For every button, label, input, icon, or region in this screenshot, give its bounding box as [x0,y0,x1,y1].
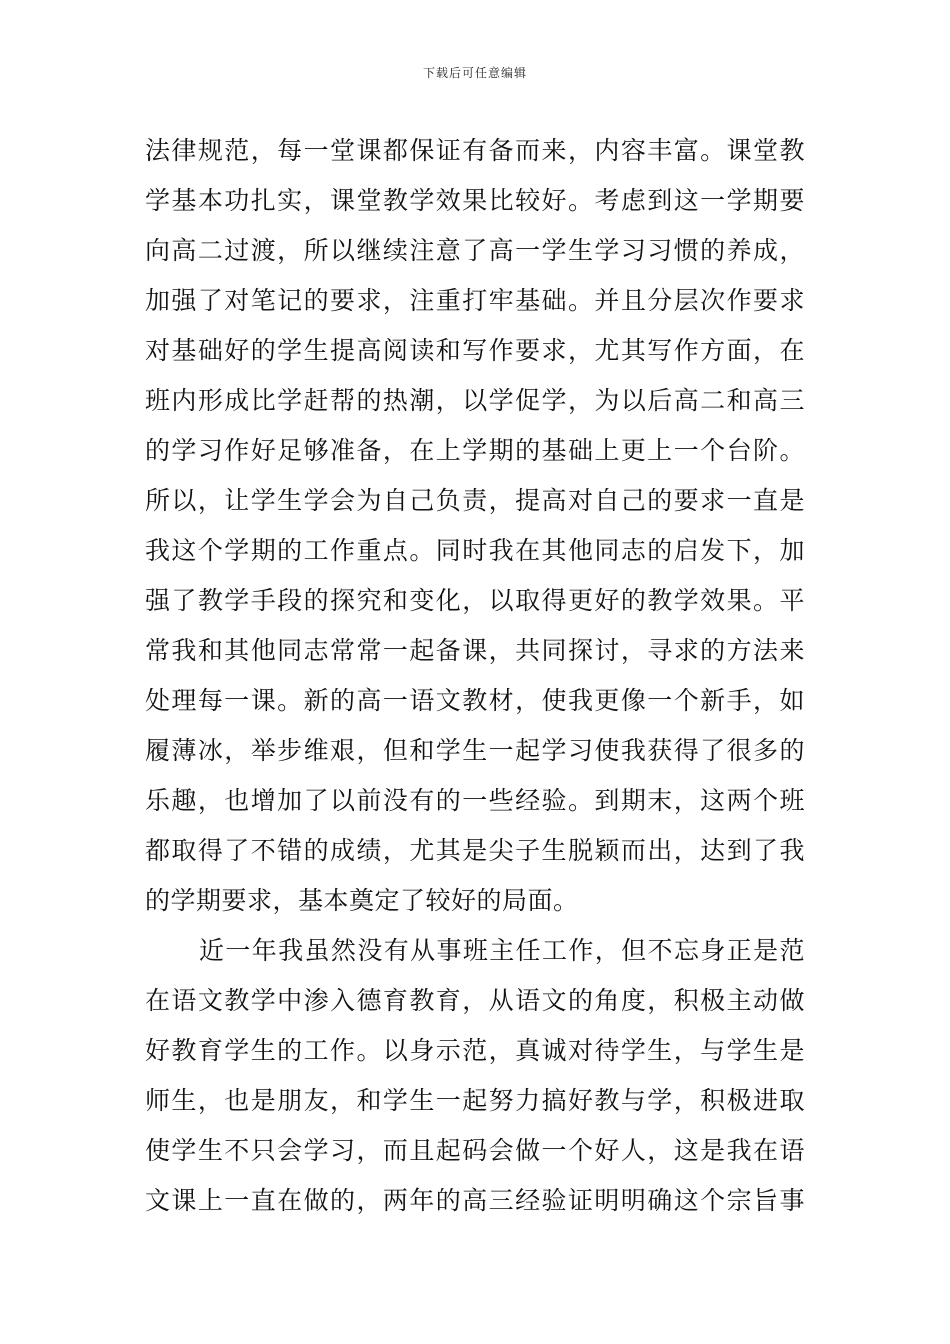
text-line: 履薄冰，举步维艰，但和学生一起学习使我获得了很多的 [145,736,805,765]
page-header: 下载后可任意编辑 [422,66,527,80]
text-line: 处理每一课。新的高一语文教材，使我更像一个新手，如 [145,686,805,715]
text-line: 加强了对笔记的要求，注重打牢基础。并且分层次作要求 [145,286,805,315]
text-line: 常我和其他同志常常一起备课，共同探讨，寻求的方法来 [145,636,805,665]
text-line: 强了教学手段的探究和变化，以取得更好的教学效果。平 [145,586,805,615]
document-body [145,126,805,1226]
text-line: 乐趣，也增加了以前没有的一些经验。到期末，这两个班 [145,786,805,815]
text-line: 的学期要求，基本奠定了较好的局面。 [145,886,579,915]
text-line: 好教育学生的工作。以身示范，真诚对待学生，与学生是 [145,1036,805,1065]
text-line: 班内形成比学赶帮的热潮，以学促学，为以后高二和高三 [145,386,805,415]
text-line: 在语文教学中渗入德育教育，从语文的角度，积极主动做 [145,986,805,1015]
text-line: 都取得了不错的成绩，尤其是尖子生脱颖而出，达到了我 [145,836,805,865]
text-line: 对基础好的学生提高阅读和写作要求，尤其写作方面，在 [145,336,805,365]
paragraph [145,926,805,1226]
text-line: 我这个学期的工作重点。同时我在其他同志的启发下，加 [145,536,805,565]
text-line: 的学习作好足够准备，在上学期的基础上更上一个台阶。 [145,436,805,465]
text-line: 近一年我虽然没有从事班主任工作，但不忘身正是范 [199,936,805,965]
text-line: 文课上一直在做的，两年的高三经验证明明确这个宗旨事 [145,1186,805,1215]
text-line: 所以，让学生学会为自己负责，提高对自己的要求一直是 [145,486,805,515]
paragraph [145,126,805,926]
text-line: 向高二过渡，所以继续注意了高一学生学习习惯的养成， [145,236,805,265]
text-line: 学基本功扎实，课堂教学效果比较好。考虑到这一学期要 [145,186,805,215]
text-line: 使学生不只会学习，而且起码会做一个好人，这是我在语 [145,1136,805,1165]
text-line: 法律规范，每一堂课都保证有备而来，内容丰富。课堂教 [145,136,805,165]
text-line: 师生，也是朋友，和学生一起努力搞好教与学，积极进取 [145,1086,805,1115]
